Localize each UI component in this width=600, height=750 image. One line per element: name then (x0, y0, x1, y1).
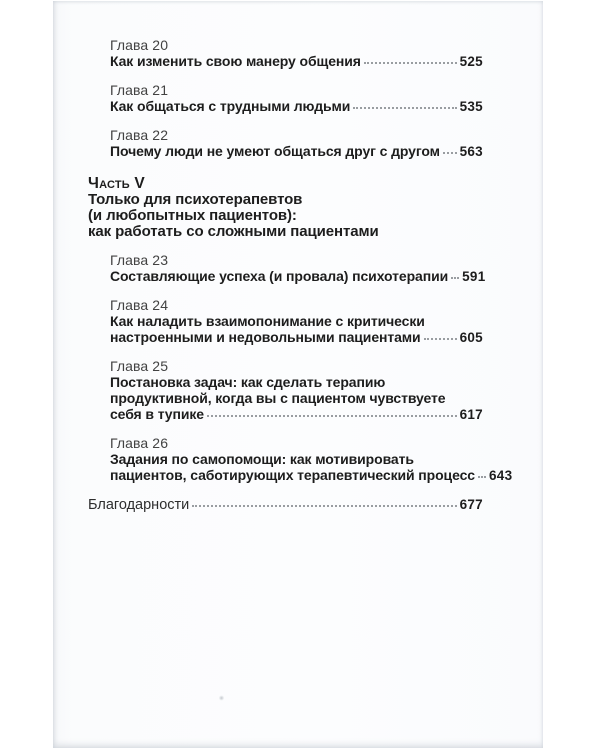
part-title-line: (и любопытных пациентов): (88, 207, 297, 224)
chapter-title: Как общаться с трудными людьми (110, 98, 351, 114)
page-number: 591 (462, 269, 486, 284)
chapter-title-line (110, 329, 483, 346)
page-number: 605 (459, 330, 483, 345)
chapter-label: Глава 23 (110, 252, 169, 268)
chapter-label: Глава 24 (110, 297, 169, 313)
chapter-label: Глава 22 (110, 127, 169, 143)
toc-entry-chapter-24 (88, 297, 483, 346)
chapter-title-line: Как наладить взаимопонимание с критически (110, 313, 425, 329)
part-title-line: как работать со сложными пациентами (88, 223, 379, 240)
toc-entry-chapter-23 (88, 252, 486, 285)
chapter-label: Глава 25 (110, 358, 169, 374)
dot-leader (443, 152, 457, 154)
toc-part-heading-v (88, 176, 483, 240)
chapter-label: Глава 21 (110, 82, 169, 98)
page-number: 563 (459, 144, 483, 159)
page-number: 677 (459, 497, 483, 512)
toc-entry-chapter-25 (88, 358, 483, 423)
toc-entry-acknowledgements (88, 496, 483, 514)
chapter-title: Составляющие успеха (и провала) психотерапии (110, 268, 449, 284)
table-of-contents (88, 37, 513, 514)
dot-leader (424, 338, 457, 340)
chapter-title-line (110, 98, 483, 115)
page-number: 617 (459, 407, 483, 422)
chapter-title-line: продуктивной, когда вы с пациентом чувствуете (110, 390, 446, 406)
chapter-title-line: Задания по самопомощи: как мотивировать (110, 451, 414, 467)
toc-entry-chapter-26 (88, 435, 513, 484)
toc-entry-chapter-21 (88, 82, 483, 115)
backmatter-title: Благодарности (88, 497, 190, 513)
chapter-title: себя в тупике (110, 406, 204, 422)
dot-leader (451, 277, 459, 279)
chapter-title-line (110, 268, 486, 285)
chapter-title: Как изменить свою манеру общения (110, 53, 361, 69)
chapter-title-line (110, 467, 513, 484)
toc-entry-chapter-22 (88, 127, 483, 160)
dot-leader (353, 107, 456, 109)
page-number: 525 (459, 54, 483, 69)
page-number: 535 (459, 99, 483, 114)
chapter-title-line (110, 406, 483, 423)
dot-leader (207, 415, 457, 417)
part-number: Часть V (88, 175, 145, 192)
scan-artifact-speck (219, 695, 224, 701)
page-number: 643 (488, 468, 513, 483)
chapter-title-line (110, 143, 483, 160)
chapter-label: Глава 20 (110, 37, 169, 53)
chapter-label: Глава 26 (110, 435, 169, 451)
chapter-title-line (110, 53, 483, 70)
chapter-title: пациентов, саботирующих терапевтический процесс (110, 467, 475, 483)
dot-leader (364, 62, 457, 64)
scanned-book-page (53, 1, 543, 748)
dot-leader (478, 476, 486, 478)
chapter-title: Почему люди не умеют общаться друг с другом (110, 143, 440, 159)
dot-leader (192, 505, 456, 507)
chapter-title: настроенными и недовольными пациентами (110, 329, 421, 345)
part-title-line: Только для психотерапевтов (88, 191, 303, 208)
toc-entry-chapter-20 (88, 37, 483, 70)
backmatter-title-line (88, 496, 483, 514)
chapter-title-line: Постановка задач: как сделать терапию (110, 374, 386, 390)
